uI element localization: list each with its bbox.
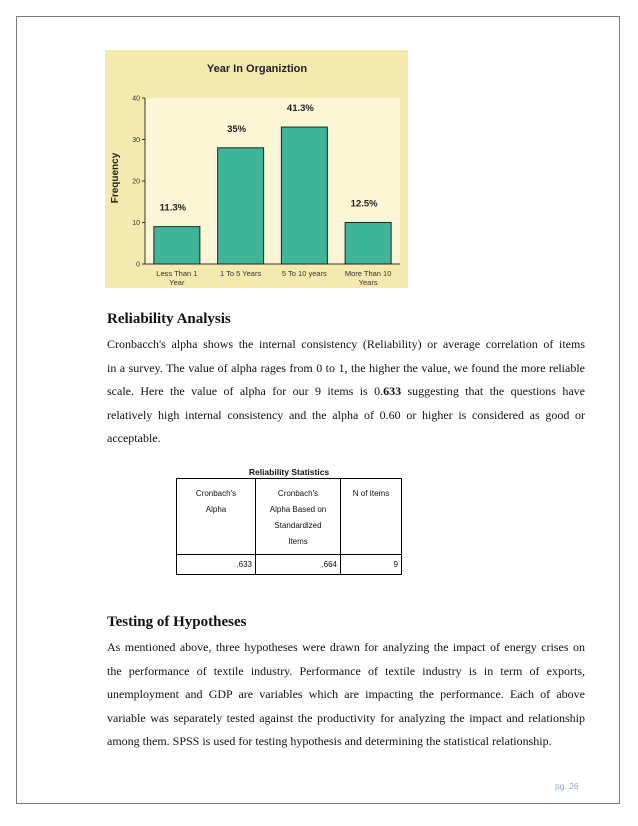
reliability-line: Cronbacch's alpha shows the internal consistency (Reliability) or average correlation of items <box>107 337 585 351</box>
y-axis-label: Frequency <box>110 152 121 204</box>
data-label: 11.3% <box>159 202 187 214</box>
hypotheses-heading: Testing of Hypotheses <box>107 614 247 630</box>
hypotheses-line: unemployment and GDP are variables which are impacting the performance. Each of above <box>107 687 585 701</box>
y-tick-label: 40 <box>132 95 140 103</box>
bar <box>218 148 264 264</box>
data-label: 41.3% <box>286 103 314 115</box>
header-n-of-items <box>341 479 402 555</box>
reliability-statistics-table <box>176 478 402 575</box>
hypotheses-line: among them. SPSS is used for testing hypothesis and determining the statistical relationship. <box>107 734 552 748</box>
y-tick-label: 30 <box>132 137 140 144</box>
hypotheses-line: the performance of textile industry. Performance of textile industry is in term of exports, <box>107 663 585 678</box>
bar <box>345 223 391 265</box>
stats-table-title: Reliability Statistics <box>248 467 330 477</box>
header-line: Cronbach's <box>195 489 237 498</box>
header-line: Alpha Based on <box>269 505 327 514</box>
hypotheses-line: As mentioned above, three hypotheses were drawn for analyzing the impact of energy crises on <box>107 640 585 654</box>
y-tick-label: 0 <box>136 261 140 269</box>
hypotheses-paragraph <box>107 636 585 754</box>
x-tick-label: Year <box>169 278 185 287</box>
value-standardized-alpha: .664 <box>256 555 341 575</box>
reliability-line: scale. Here the value of alpha for our 9 items is 0.633 suggesting that the questions have <box>107 384 585 398</box>
header-line: Cronbach's <box>277 489 319 498</box>
x-tick-label: Years <box>358 278 378 287</box>
y-tick-label: 10 <box>132 220 140 227</box>
data-label: 12.5% <box>350 198 378 210</box>
year-in-organization-chart <box>105 50 408 288</box>
page-number: pg. 26 <box>555 781 579 791</box>
reliability-line: acceptable. <box>107 431 161 445</box>
x-tick-label: 5 To 10 years <box>281 269 327 278</box>
header-standardized-alpha <box>256 479 341 555</box>
data-label: 35% <box>227 123 247 135</box>
header-line: Items <box>288 537 308 546</box>
bar <box>154 227 200 264</box>
reliability-paragraph <box>107 333 585 451</box>
reliability-line: relatively high internal consistency and the alpha of 0.60 or higher is considered as good or <box>107 407 585 422</box>
bar <box>281 127 327 264</box>
hypotheses-line: variable was separately tested against the productivity for analyzing the impact and relationship <box>107 710 585 725</box>
x-tick-label: More Than 10 <box>344 269 392 278</box>
x-tick-label: Less Than 1 <box>156 269 198 278</box>
x-tick-label: 1 To 5 Years <box>220 269 262 278</box>
reliability-line: in a survey. The value of alpha rages from 0 to 1, the higher the value, we found the more reliable <box>107 360 585 375</box>
stats-value-row <box>177 555 402 575</box>
value-n-of-items: 9 <box>341 555 402 575</box>
chart-title: Year In Organiztion <box>206 63 308 75</box>
stats-header-row <box>177 479 402 555</box>
y-tick-label: 20 <box>132 178 140 186</box>
header-line: Alpha <box>205 505 227 514</box>
header-line: Standardized <box>274 521 322 530</box>
header-cronbach-alpha <box>177 479 256 555</box>
header-line: N of Items <box>352 489 390 498</box>
reliability-heading: Reliability Analysis <box>107 311 231 327</box>
value-cronbach-alpha: .633 <box>177 555 256 575</box>
